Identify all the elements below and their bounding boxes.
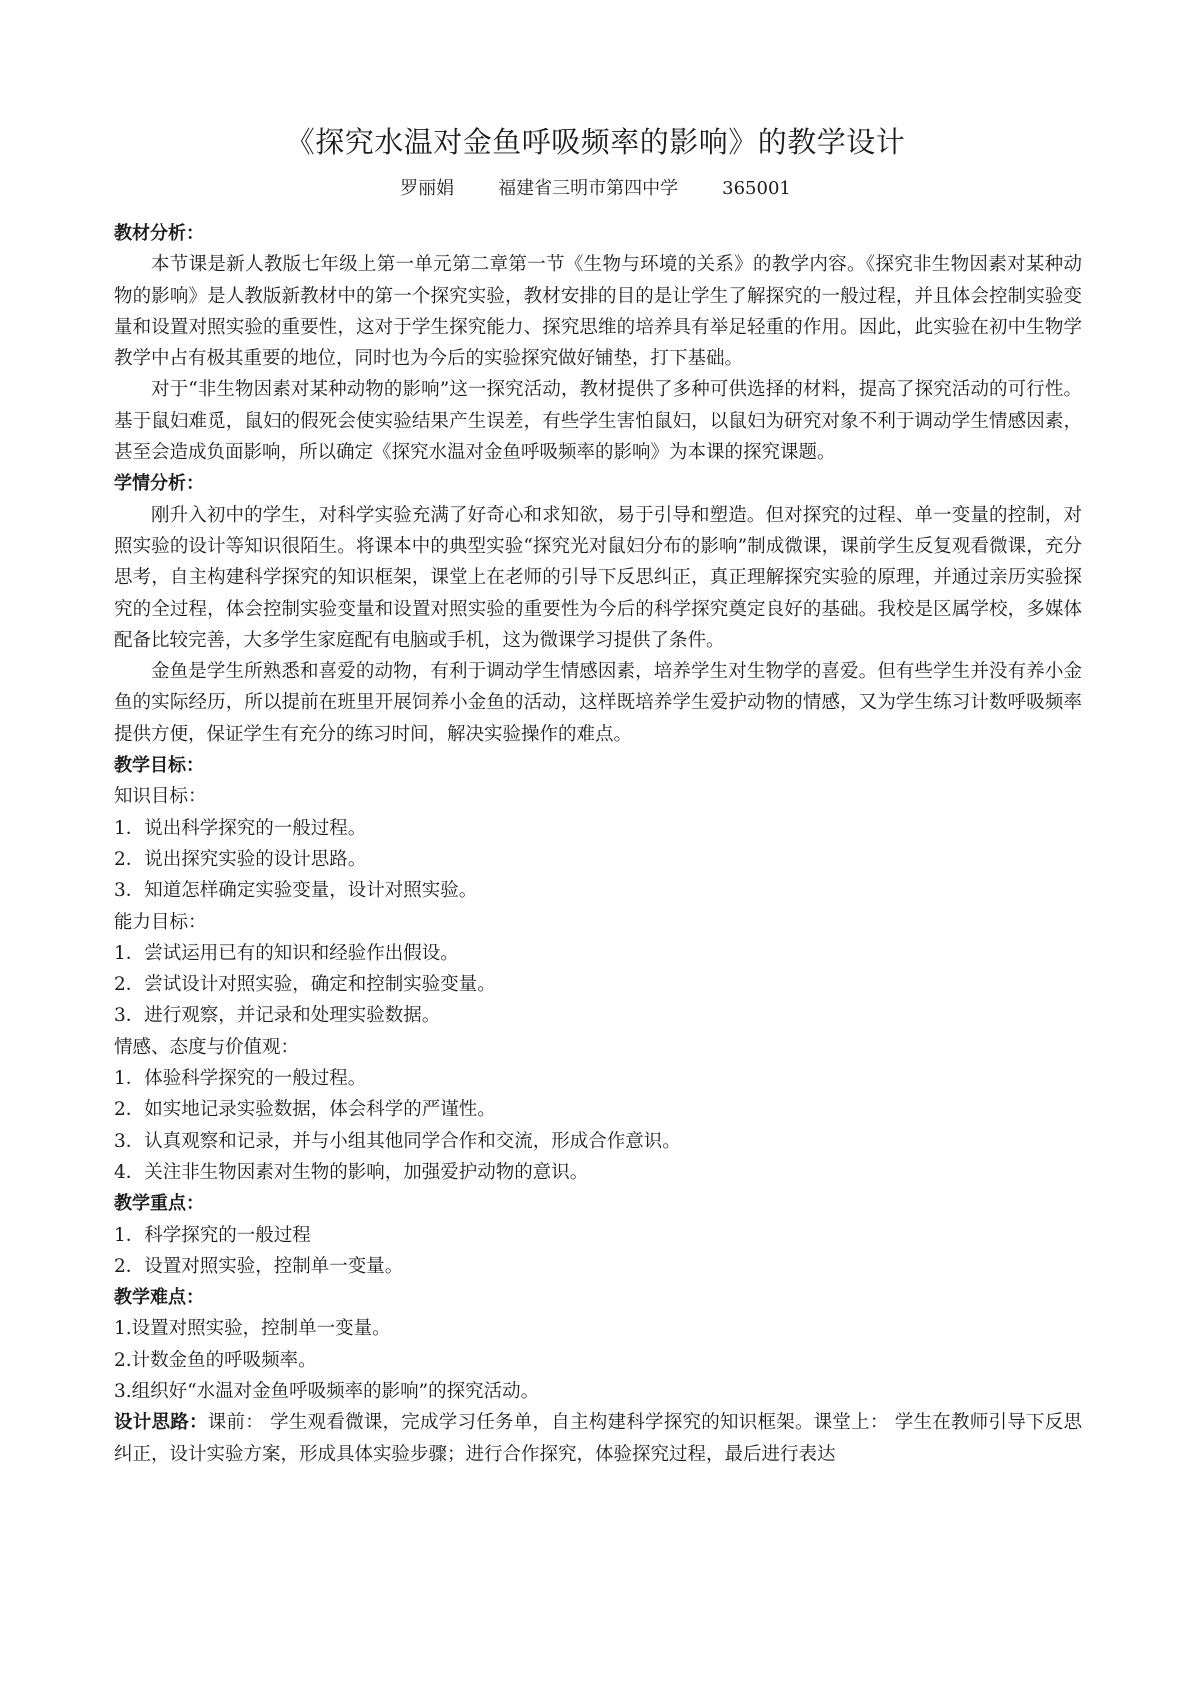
- list-item: 3．进行观察，并记录和处理实验数据。: [114, 1005, 441, 1027]
- section-heading-difficulties: 教学难点：: [114, 1287, 204, 1309]
- section-heading-students: 学情分析：: [114, 473, 204, 495]
- document-title: 《探究水温对金鱼呼吸频率的影响》的教学设计: [285, 125, 906, 159]
- students-paragraph-2: 金鱼是学生所熟悉和喜爱的动物，有利于调动学生情感因素，培养学生对生物学的喜爱。但有些学生并没有养小金鱼的实际经历，所以提前在班里开展饲养小金鱼的活动，这样既培养学生爱护动物的情感，又为学生练习计数呼吸频率提供方便，保证学生有充分的练习时间，解决实验操作的难点。: [114, 661, 1082, 745]
- list-item: 3．认真观察和记录，并与小组其他同学合作和交流，形成合作意识。: [114, 1130, 681, 1152]
- list-item: 1．说出科学探究的一般过程。: [114, 817, 367, 839]
- postcode: 365001: [722, 178, 791, 199]
- section-heading-material: 教材分析：: [114, 223, 204, 244]
- knowledge-goals-label: 知识目标：: [114, 786, 207, 808]
- list-item: 4．关注非生物因素对生物的影响，加强爱护动物的意识。: [114, 1161, 589, 1183]
- list-item: 2．如实地记录实验数据，体会科学的严谨性。: [114, 1099, 496, 1121]
- list-item: 2．设置对照实验，控制单一变量。: [114, 1255, 404, 1277]
- list-item: 1．尝试运用已有的知识和经验作出假设。: [114, 942, 459, 964]
- author-name: 罗丽娟: [400, 178, 455, 199]
- list-item: 1．体验科学探究的一般过程。: [114, 1068, 367, 1090]
- list-item: 3.组织好“水温对金鱼呼吸频率的影响”的探究活动。: [114, 1380, 540, 1402]
- list-item: 2．尝试设计对照实验，确定和控制实验变量。: [114, 974, 496, 996]
- section-heading-design: 设计思路：: [114, 1412, 208, 1434]
- material-paragraph-2: 对于“非生物因素对某种动物的影响”这一探究活动，教材提供了多种可供选择的材料，提高了探究活动的可行性。基于鼠妇难觅，鼠妇的假死会使实验结果产生误差，有些学生害怕鼠妇，以鼠妇为研究对象不利于调动学生情感因素，甚至会造成负面影响，所以确定《探究水温对金鱼呼吸频率的影响》为本课的探究课题。: [114, 379, 1082, 464]
- section-heading-key-points: 教学重点：: [114, 1193, 204, 1215]
- list-item: 2．说出探究实验的设计思路。: [114, 848, 367, 870]
- ability-goals-label: 能力目标：: [114, 911, 207, 933]
- emotion-goals-label: 情感、态度与价值观：: [114, 1036, 300, 1058]
- school-name: 福建省三明市第四中学: [498, 178, 679, 199]
- design-paragraph: [114, 1407, 1082, 1470]
- list-item: 1.设置对照实验，控制单一变量。: [114, 1318, 391, 1340]
- document-body: [114, 218, 1082, 1470]
- students-paragraph-1: 刚升入初中的学生，对科学实验充满了好奇心和求知欲，易于引导和塑造。但对探究的过程、单一变量的控制，对照实验的设计等知识很陌生。将课本中的典型实验“探究光对鼠妇分布的影响”制成微课，课前学生反复观看微课，充分思考，自主构建科学探究的知识框架，课堂上在老师的引导下反思纠正，真正理解探究实验的原理，并通过亲历实验探究的全过程，体会控制实验变量和设置对照实验的重要性为今后的科学探究奠定良好的基础。我校是区属学校，多媒体配备比较完善，大多学生家庭配有电脑或手机，这为微课学习提供了条件。: [114, 504, 1082, 651]
- design-text: 课前： 学生观看微课，完成学习任务单，自主构建科学探究的知识框架。课堂上： 学生在教师引导下反思纠正，设计实验方案，形成具体实验步骤；进行合作探究，体验探究过程，最后进行表达: [114, 1412, 1082, 1465]
- list-item: 2.计数金鱼的呼吸频率。: [114, 1349, 317, 1371]
- byline: [0, 174, 1191, 200]
- material-paragraph-1: 本节课是新人教版七年级上第一单元第二章第一节《生物与环境的关系》的教学内容。《探究非生物因素对某种动物的影响》是人教版新教材中的第一个探究实验，教材安排的目的是让学生了解探究的一般过程，并且体会控制实验变量和设置对照实验的重要性，这对于学生探究能力、探究思维的培养具有举足轻重的作用。因此，此实验在初中生物学教学中占有极其重要的地位，同时也为今后的实验探究做好铺垫，打下基础。: [114, 254, 1082, 370]
- section-heading-goals: 教学目标：: [114, 755, 204, 777]
- list-item: 1．科学探究的一般过程: [114, 1224, 311, 1246]
- list-item: 3．知道怎样确定实验变量，设计对照实验。: [114, 880, 478, 902]
